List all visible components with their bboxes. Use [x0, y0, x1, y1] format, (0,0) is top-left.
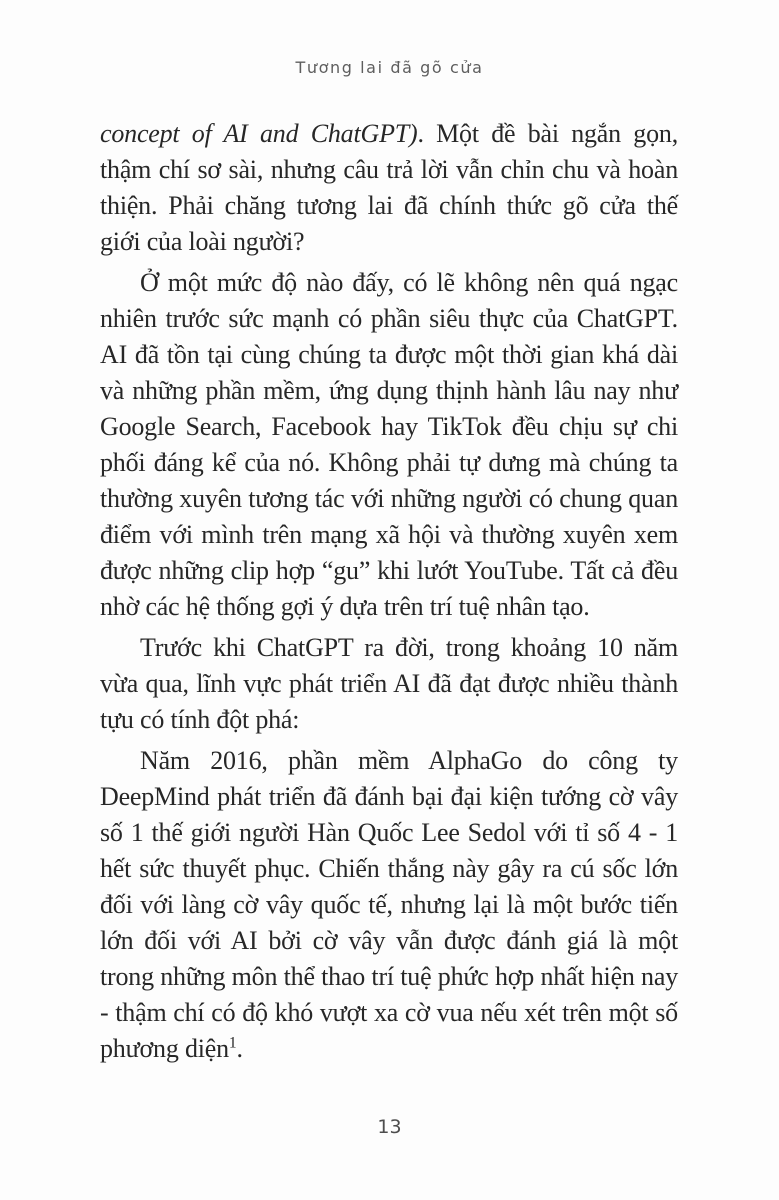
paragraph-text: Ở một mức độ nào đấy, có lẽ không nên quá ngạc nhiên trước sức mạnh có phần siêu thực của ChatGPT. AI đã tồn tại cùng chúng ta được một thời gian khá dài và những phần mềm, ứng dụng thịnh hành lâu nay như Google Search, Facebook hay TikTok đều chịu sự chi phối đáng kể của nó. Không phải tự dưng mà chúng ta thường xuyên tương tác với những người có chung quan điểm với mình trên mạng xã hội và thường xuyên xem được những clip hợp “gu” khi lướt YouTube. Tất cả đều nhờ các hệ thống gợi ý dựa trên trí tuệ nhân tạo. [100, 268, 678, 621]
paragraph-text: Trước khi ChatGPT ra đời, trong khoảng 10 năm vừa qua, lĩnh vực phát triển AI đã đạt được nhiều thành tựu có tính đột phá: [100, 633, 678, 734]
body-paragraph [100, 630, 678, 738]
running-header-title: Tương lai đã gõ cửa [295, 58, 484, 77]
page-number: 13 [377, 1116, 402, 1138]
paragraph-text: . Một đề bài ngắn gọn, thậm chí sơ sài, nhưng câu trả lời vẫn chỉn chu và hoàn thiện. Phải chăng tương lai đã chính thức gõ cửa thế giới của loài người? [100, 119, 678, 256]
body-paragraph [100, 116, 678, 260]
footnote-reference: 1 [228, 1034, 237, 1052]
body-paragraph [100, 743, 678, 1067]
paragraph-text: Năm 2016, phần mềm AlphaGo do công ty DeepMind phát triển đã đánh bại đại kiện tướng cờ vây số 1 thế giới người Hàn Quốc Lee Sedol với tỉ số 4 - 1 hết sức thuyết phục. Chiến thắng này gây ra cú sốc lớn đối với làng cờ vây quốc tế, nhưng lại là một bước tiến lớn đối với AI bởi cờ vây vẫn được đánh giá là một trong những môn thể thao trí tuệ phức hợp nhất hiện nay - thậm chí có độ khó vượt xa cờ vua nếu xét trên một số phương diện [100, 746, 678, 1063]
page-body [100, 116, 678, 1072]
body-paragraph [100, 265, 678, 625]
paragraph-text-suffix: . [236, 1034, 243, 1063]
italic-lead-text: concept of AI and ChatGPT) [100, 119, 418, 148]
